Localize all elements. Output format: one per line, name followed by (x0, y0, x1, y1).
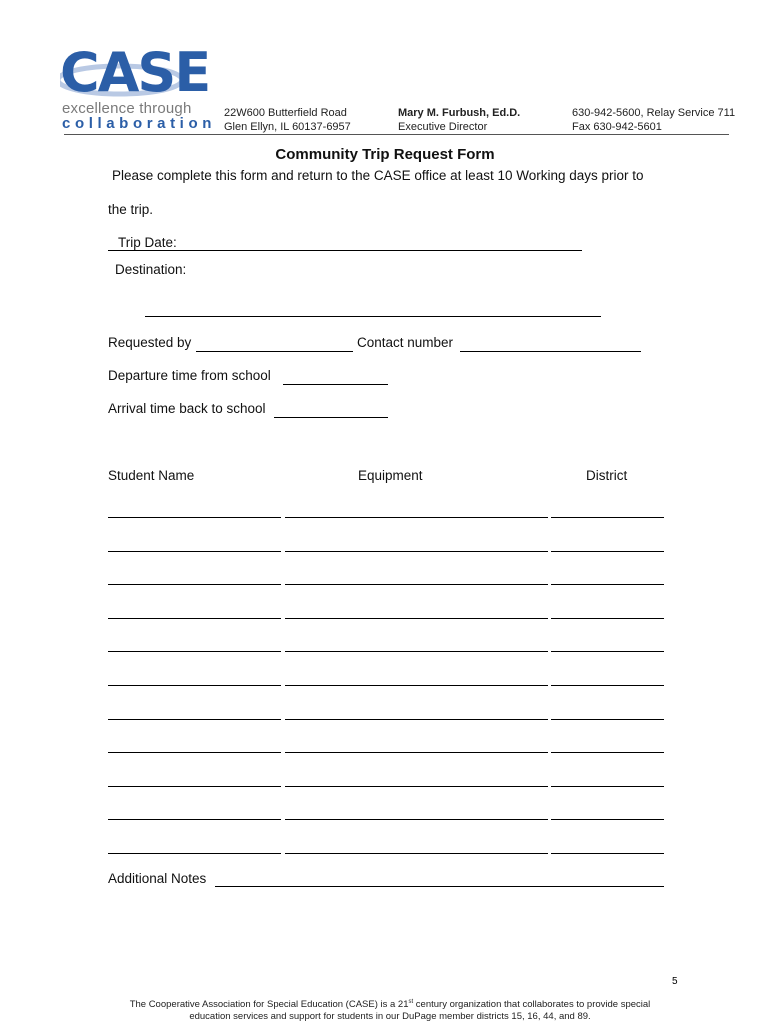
equipment-cell[interactable] (285, 517, 548, 518)
instructions-line-2: the trip. (108, 202, 154, 217)
column-header-district: District (586, 468, 628, 483)
footer-line-1 (100, 996, 680, 1011)
student-name-cell[interactable] (108, 651, 281, 652)
additional-notes-field[interactable] (215, 886, 664, 887)
arrival-time-field[interactable] (274, 417, 388, 418)
equipment-cell[interactable] (285, 752, 548, 753)
student-name-cell[interactable] (108, 517, 281, 518)
header-phone: 630-942-5600, Relay Service 711 (572, 107, 736, 119)
departure-time-field[interactable] (283, 384, 388, 385)
logo-tagline-bottom: collaboration (62, 115, 216, 132)
column-header-student-name: Student Name (108, 468, 195, 483)
trip-date-label: Trip Date: (118, 235, 177, 250)
logo-wordmark: CASE (60, 41, 210, 104)
header-fax: Fax 630-942-5601 (572, 121, 662, 133)
district-cell[interactable] (551, 719, 664, 720)
address-line-2: Glen Ellyn, IL 60137-6957 (224, 121, 351, 133)
student-name-cell[interactable] (108, 853, 281, 854)
student-name-cell[interactable] (108, 786, 281, 787)
header-director (398, 106, 520, 134)
equipment-cell[interactable] (285, 819, 548, 820)
footer-line-2: education services and support for students in our DuPage member districts 15, 16, 44, and 89. (189, 1011, 591, 1023)
district-cell[interactable] (551, 786, 664, 787)
destination-label: Destination: (115, 262, 187, 277)
student-name-cell[interactable] (108, 551, 281, 552)
trip-date-field[interactable] (108, 250, 582, 251)
district-cell[interactable] (551, 651, 664, 652)
district-cell[interactable] (551, 551, 664, 552)
footer-text (100, 996, 680, 1023)
student-name-cell[interactable] (108, 618, 281, 619)
district-cell[interactable] (551, 618, 664, 619)
equipment-cell[interactable] (285, 685, 548, 686)
equipment-cell[interactable] (285, 651, 548, 652)
district-cell[interactable] (551, 584, 664, 585)
requested-by-field[interactable] (196, 351, 353, 352)
logo-tagline-top: excellence through (62, 100, 192, 117)
form-title: Community Trip Request Form (275, 146, 495, 163)
header-contact (572, 106, 735, 134)
district-cell[interactable] (551, 853, 664, 854)
equipment-cell[interactable] (285, 618, 548, 619)
student-name-cell[interactable] (108, 584, 281, 585)
arrival-time-label: Arrival time back to school (108, 401, 266, 416)
director-name: Mary M. Furbush, Ed.D. (398, 107, 521, 119)
contact-number-label: Contact number (357, 335, 454, 350)
header-address (224, 106, 351, 134)
equipment-cell[interactable] (285, 786, 548, 787)
additional-notes-label: Additional Notes (108, 871, 207, 886)
requested-by-label: Requested by (108, 335, 192, 350)
district-cell[interactable] (551, 819, 664, 820)
director-title: Executive Director (398, 121, 488, 133)
contact-number-field[interactable] (460, 351, 641, 352)
address-line-1: 22W600 Butterfield Road (224, 107, 347, 119)
equipment-cell[interactable] (285, 584, 548, 585)
student-name-cell[interactable] (108, 819, 281, 820)
equipment-cell[interactable] (285, 551, 548, 552)
equipment-cell[interactable] (285, 719, 548, 720)
student-name-cell[interactable] (108, 752, 281, 753)
district-cell[interactable] (551, 517, 664, 518)
header-divider (64, 134, 729, 135)
instructions-line-1: Please complete this form and return to the CASE office at least 10 Working days prior to (112, 168, 644, 183)
district-cell[interactable] (551, 752, 664, 753)
footer-line-1-sup: st (408, 999, 414, 1005)
district-cell[interactable] (551, 685, 664, 686)
student-name-cell[interactable] (108, 719, 281, 720)
departure-time-label: Departure time from school (108, 368, 271, 383)
footer-line-1-b: century organization that collaborates to provide special (413, 999, 651, 1011)
student-name-cell[interactable] (108, 685, 281, 686)
page-number: 5 (672, 976, 678, 987)
column-header-equipment: Equipment (358, 468, 423, 483)
footer-line-1-a: The Cooperative Association for Special Education (CASE) is a 21 (129, 999, 409, 1011)
equipment-cell[interactable] (285, 853, 548, 854)
destination-field[interactable] (145, 316, 601, 317)
